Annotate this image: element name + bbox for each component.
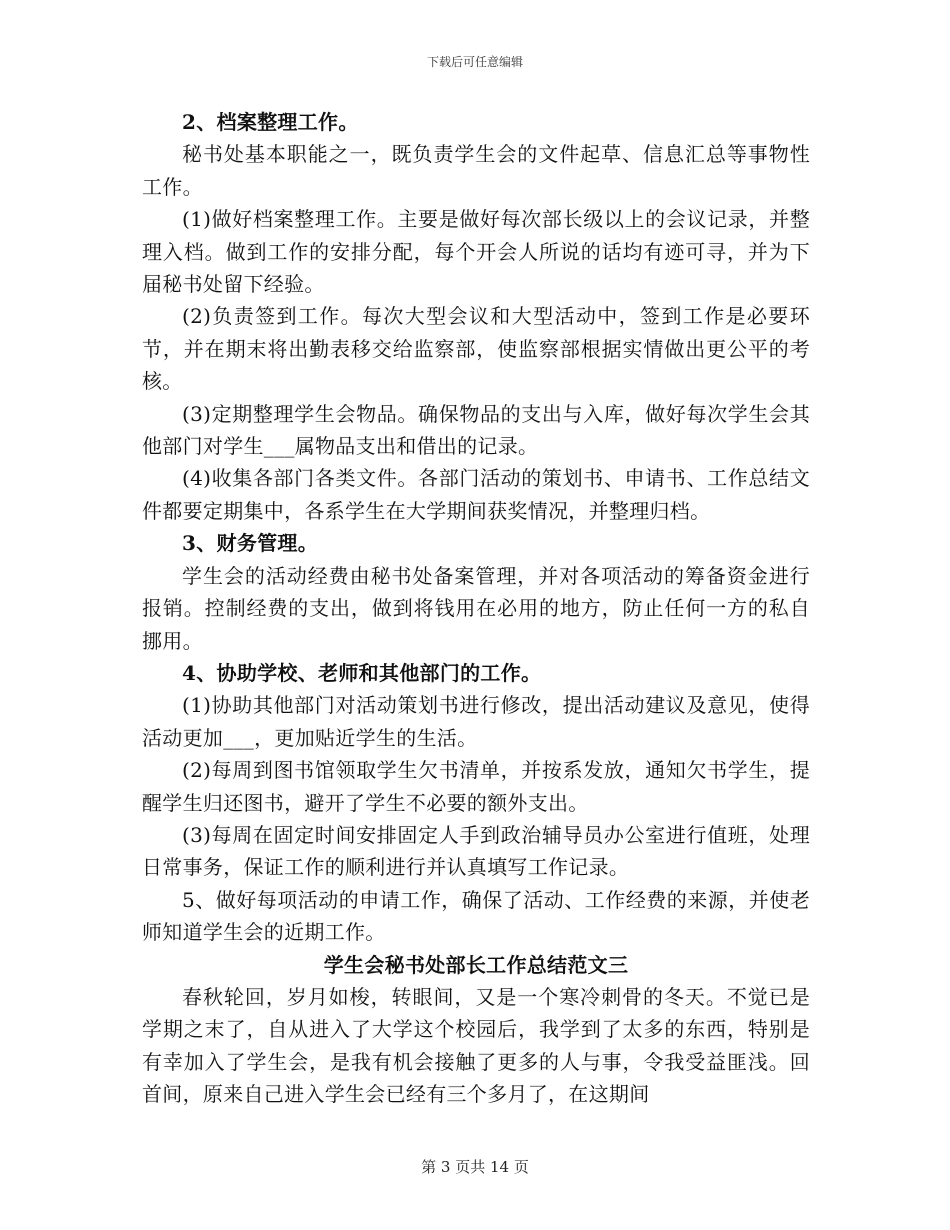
paragraph-secretariat-duties: 秘书处基本职能之一，既负责学生会的文件起草、信息汇总等事物性工作。 xyxy=(142,142,810,199)
paragraph-applications: 5、做好每项活动的申请工作，确保了活动、工作经费的来源，并使老师知道学生会的近期工作。 xyxy=(142,887,810,945)
paragraph-assist-planning: (1)协助其他部门对活动策划书进行修改，提出活动建议及意见，使得活动更加___，更加贴近学生的生活。 xyxy=(142,693,810,750)
paragraph-assist-library: (2)每周到图书馆领取学生欠书清单，并按系发放，通知欠书学生，提醒学生归还图书，避开了学生不必要的额外支出。 xyxy=(142,758,810,815)
paragraph-assist-duty: (3)每周在固定时间安排固定人手到政治辅导员办公室进行值班，处理日常事务，保证工作的顺利进行并认真填写工作记录。 xyxy=(142,822,810,880)
paragraph-item-archive: (1)做好档案整理工作。主要是做好每次部长级以上的会议记录，并整理入档。做到工作的安排分配，每个开会人所说的话均有迹可寻，并为下届秘书处留下经验。 xyxy=(142,207,810,297)
paragraph-item-goods: (3)定期整理学生会物品。确保物品的支出与入库，做好每次学生会其他部门对学生___属物品支出和借出的记录。 xyxy=(142,401,810,459)
paragraph-item-files: (4)收集各部门各类文件。各部门活动的策划书、申请书、工作总结文件都要定期集中，各系学生在大学期间获奖情况，并整理归档。 xyxy=(142,466,810,523)
section-heading-finance: 3、财务管理。 xyxy=(182,531,319,556)
article-title: 学生会秘书处部长工作总结范文三 xyxy=(323,952,629,977)
section-heading-assist: 4、协助学校、老师和其他部门的工作。 xyxy=(182,660,542,685)
page-number: 第 3 页共 14 页 xyxy=(421,1158,529,1176)
page-header-note: 下载后可任意编辑 xyxy=(426,55,523,69)
paragraph-finance: 学生会的活动经费由秘书处备案管理，并对各项活动的筹备资金进行报销。控制经费的支出，做到将钱用在必用的地方，防止任何一方的私自挪用。 xyxy=(142,563,810,653)
document-body xyxy=(142,106,810,1111)
paragraph-intro: 春秋轮回，岁月如梭，转眼间，又是一个寒冷刺骨的冬天。不觉已是学期之末了，自从进入了大学这个校园后，我学到了太多的东西，特别是有幸加入了学生会，是我有机会接触了更多的人与事，令我受益匪浅。回首间，原来自己进入学生会已经有三个多月了，在这期间 xyxy=(142,984,810,1107)
section-heading-archives: 2、档案整理工作。 xyxy=(182,110,359,134)
paragraph-item-signin: (2)负责签到工作。每次大型会议和大型活动中，签到工作是必要环节，并在期末将出勤表移交给监察部，使监察部根据实情做出更公平的考核。 xyxy=(142,304,810,394)
